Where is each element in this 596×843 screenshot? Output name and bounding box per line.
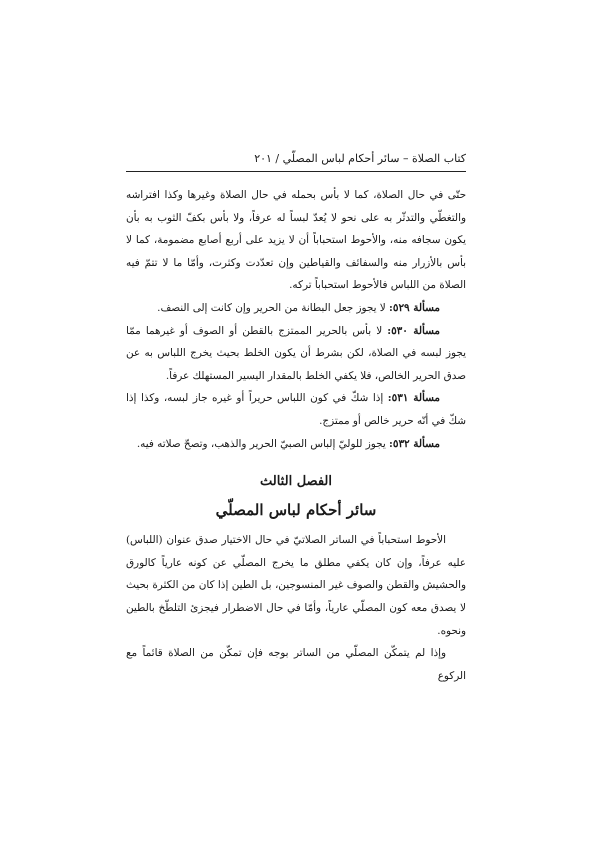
issue-text: يجوز للوليّ إلباس الصبيّ الحرير والذهب، وتصحّ صلاته فيه. <box>136 437 390 450</box>
issue-531 <box>126 387 466 432</box>
issue-label: مسألة ٥٣١: <box>387 392 440 405</box>
issue-530 <box>126 320 466 388</box>
chapter-paragraph-1: الأحوط استحباباً في الساتر الصلاتيّ في حال الاختيار صدق عنوان (اللباس) عليه عرفاً، وإن كان يكفي مطلق ما يخرج المصلّي عن كونه عارياً كالورق والحشيش والقطن والصوف غير المنسوجين، بل الطين إذا كان من الكثرة بحيث لا يصدق معه كون المصلّي عارياً، وأمّا في حال الاضطرار فيجزئ التلطّخ بالطين ونحوه. <box>126 534 466 637</box>
issue-label: مسألة ٥٣٢: <box>389 437 440 450</box>
chapter-number: الفصل الثالث <box>260 474 332 490</box>
running-header: كتاب الصلاة – سائر أحكام لباس المصلّي / ٢٠١ <box>254 152 466 165</box>
issue-text: إذا شكّ في كون اللباس حريراً أو غيره جاز لبسه، وكذا إذا شكّ في أنّه حرير خالص أو ممتزج. <box>126 392 466 427</box>
chapter-paragraph-2: وإذا لم يتمكّن المصلّي من الساتر بوجه فإن تمكّن من الصلاة قائماً مع الركوع <box>126 647 466 682</box>
body-text <box>126 184 466 687</box>
issue-text: لا يجوز جعل البطانة من الحرير وإن كانت إلى النصف. <box>157 301 390 314</box>
issue-529 <box>126 297 466 320</box>
issue-label: مسألة ٥٣٠: <box>387 324 440 337</box>
paragraph-continued: حتّى في حال الصلاة، كما لا بأس بحمله في حال الصلاة وغيرها وكذا افتراشه والتغطّي والتدثّر به على نحو لا يُعدّ لبساً له عرفاً، ولا بأس بكفّ الثوب به بأن يكون سجافه منه، والأحوط استحباباً أن لا يزيد على أربع أصابع مضمومة، كما لا بأس بالأزرار منه والسفائف والقياطين وإن تعدّدت وكثرت، وأمّا ما لا تتمّ فيه الصلاة من اللباس فالأحوط استحباباً تركه. <box>126 189 466 292</box>
issue-label: مسألة ٥٢٩: <box>389 301 440 314</box>
issue-532 <box>126 433 466 456</box>
chapter-title: سائر أحكام لباس المصلّي <box>215 501 377 520</box>
issue-text: لا بأس بالحرير الممتزج بالقطن أو الصوف أو غيرهما ممّا يجوز لبسه في الصلاة، لكن بشرط أن يكون الخلط بحيث يخرج اللباس به عن صدق الحرير الخالص، فلا يكفي الخلط بالمقدار اليسير المستهلك عرفاً. <box>126 324 466 382</box>
header-divider <box>126 171 466 172</box>
